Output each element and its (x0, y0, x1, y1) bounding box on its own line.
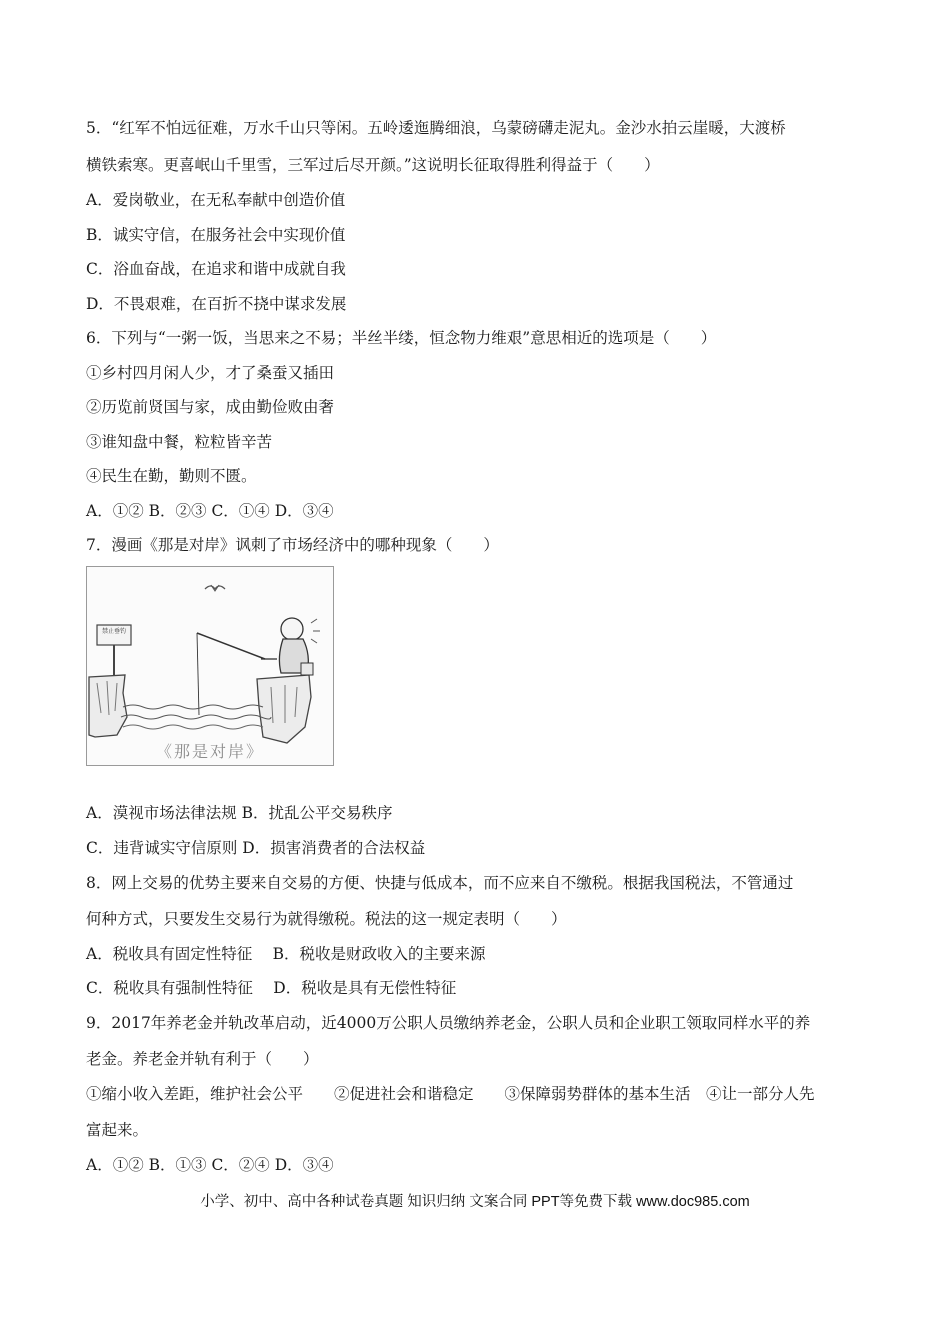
q6-options: A．①② B．②③ C．①④ D．③④ (86, 502, 334, 520)
q8-options-line1: A．税收具有固定性特征 B．税收是财政收入的主要来源 (86, 945, 486, 963)
q6-item-4: ④民生在勤，勤则不匮。 (86, 467, 257, 485)
q5-stem-line1: 5．“红军不怕远征难，万水千山只等闲。五岭逶迤腾细浪，乌蒙磅礴走泥丸。金沙水拍云崖暖，大渡桥 (86, 119, 786, 137)
q7-stem: 7．漫画《那是对岸》讽刺了市场经济中的哪种现象（ ） (86, 536, 499, 554)
q7-options-line1: A．漠视市场法律法规 B．扰乱公平交易秩序 (86, 804, 393, 822)
q5-option-b: B．诚实守信，在服务社会中实现价值 (86, 226, 346, 244)
cartoon-image (86, 566, 334, 766)
q9-options: A．①② B．①③ C．②④ D．③④ (86, 1156, 334, 1174)
q6-item-1: ①乡村四月闲人少，才了桑蚕又插田 (86, 364, 335, 382)
q7-options-line2: C．违背诚实守信原则 D．损害消费者的合法权益 (86, 839, 426, 857)
q5-option-d: D．不畏艰难，在百折不挠中谋求发展 (86, 295, 347, 313)
q9-items-line2: 富起来。 (86, 1121, 149, 1139)
q9-items-line1: ①缩小收入差距，维护社会公平 ②促进社会和谐稳定 ③保障弱势群体的基本生活 ④让一部分人先 (86, 1085, 815, 1103)
footer-text: 小学、初中、高中各种试卷真题 知识归纳 文案合同 PPT等免费下载 www.doc985.com (200, 1194, 750, 1210)
cartoon-drawing (87, 567, 333, 765)
q6-stem: 6．下列与“一粥一饭，当思来之不易；半丝半缕，恒念物力维艰”意思相近的选项是（ ） (86, 329, 717, 347)
q9-stem-line2: 老金。养老金并轨有利于（ ） (86, 1050, 319, 1068)
q5-stem-line2: 横铁索寒。更喜岷山千里雪，三军过后尽开颜。”这说明长征取得胜利得益于（ ） (86, 156, 660, 174)
q8-stem-line2: 何种方式，只要发生交易行为就得缴税。税法的这一规定表明（ ） (86, 910, 567, 928)
cartoon-sign-text: 禁止垂钓 (101, 628, 126, 635)
q5-option-c: C．浴血奋战，在追求和谐中成就自我 (86, 260, 346, 278)
q8-stem-line1: 8．网上交易的优势主要来自交易的方便、快捷与低成本，而不应来自不缴税。根据我国税法，不管通过 (86, 874, 794, 892)
cartoon-caption: 《那是对岸》 (155, 742, 264, 761)
q8-options-line2: C．税收具有强制性特征 D．税收是具有无偿性特征 (86, 979, 457, 997)
q9-stem-line1: 9．2017年养老金并轨改革启动，近4000万公职人员缴纳养老金，公职人员和企业职工领取同样水平的养 (86, 1014, 811, 1032)
q5-option-a: A．爱岗敬业，在无私奉献中创造价值 (86, 191, 346, 209)
q6-item-2: ②历览前贤国与家，成由勤俭败由奢 (86, 398, 335, 416)
q6-item-3: ③谁知盘中餐，粒粒皆辛苦 (86, 433, 273, 451)
